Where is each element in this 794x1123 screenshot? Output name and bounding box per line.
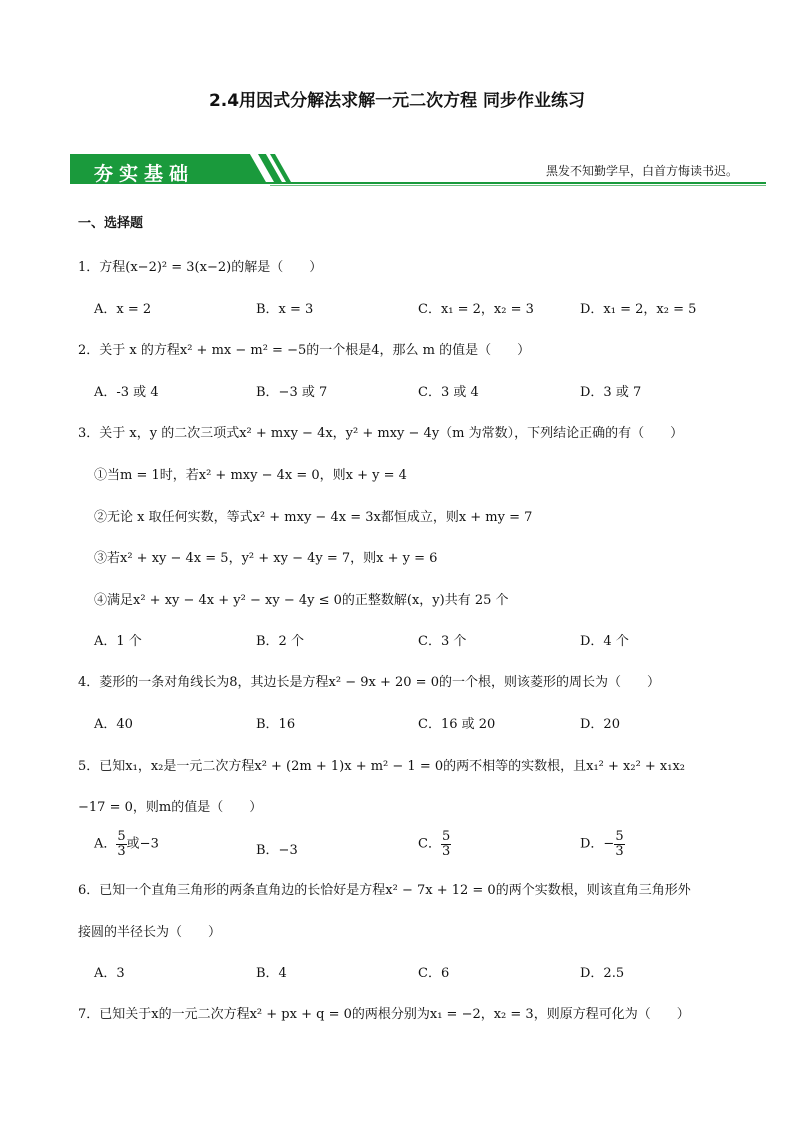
option-b[interactable]: B．4 (256, 966, 287, 981)
question-1-stem: 1．方程(x−2)² = 3(x−2)的解是（ ） (78, 260, 323, 275)
fraction-numerator: 5 (441, 829, 451, 844)
option-b[interactable]: B．2 个 (256, 634, 304, 649)
option-a[interactable] (94, 830, 159, 858)
question-6-stem: 6．已知一个直角三角形的两条直角边的长恰好是方程x² − 7x + 12 = 0的两个实数根，则该直角三角形外 (78, 883, 691, 898)
fraction (441, 830, 451, 858)
motto-text: 黑发不知勤学早，白首方悔读书迟。 (545, 164, 738, 178)
question-5-stem: 5．已知x₁，x₂是一元二次方程x² + (2m + 1)x + m² − 1 = 0的两不相等的实数根，且x₁² + x₂² + x₁x₂ (78, 759, 686, 774)
option-a-tail: 或−3 (126, 836, 159, 852)
option-d[interactable]: D．4 个 (580, 634, 629, 649)
fraction (614, 830, 624, 858)
question-6-stem-continued: 接圆的半径长为（ ） (78, 925, 222, 940)
option-d[interactable] (580, 830, 625, 858)
option-b[interactable]: B．16 (256, 717, 296, 732)
banner-label: 夯实基础 (94, 163, 195, 185)
section-heading: 一、选择题 (78, 216, 144, 231)
option-a[interactable]: A．1 个 (94, 634, 142, 649)
option-d[interactable]: D．x₁ = 2，x₂ = 5 (580, 302, 697, 317)
page-title: 2.4用因式分解法求解一元二次方程 同步作业练习 (208, 91, 586, 111)
question-3-statement-4: ④满足x² + xy − 4x + y² − xy − 4y ≤ 0的正整数解(x，y)共有 25 个 (94, 593, 509, 608)
fraction-denominator: 3 (615, 843, 624, 859)
question-3-stem: 3．关于 x，y 的二次三项式x² + mxy − 4x，y² + mxy − 4y（m 为常数），下列结论正确的有（ ） (78, 426, 684, 441)
option-d[interactable]: D．2.5 (580, 966, 625, 981)
option-a[interactable]: A．-3 或 4 (94, 385, 159, 400)
option-d[interactable]: D．20 (580, 717, 620, 732)
option-a[interactable]: A．40 (94, 717, 133, 732)
question-7-stem: 7．已知关于x的一元二次方程x² + px + q = 0的两根分别为x₁ = −2，x₂ = 3，则原方程可化为（ ） (78, 1007, 690, 1022)
option-c-label: C． (418, 836, 441, 852)
option-b[interactable]: B．−3 或 7 (256, 385, 328, 400)
option-c[interactable]: C．3 个 (418, 634, 467, 649)
fraction-denominator: 3 (117, 843, 126, 859)
question-2-stem: 2．关于 x 的方程x² + mx − m² = −5的一个根是4，那么 m 的值是（ ） (78, 343, 531, 358)
question-5-stem-continued: −17 = 0，则m的值是（ ） (78, 800, 263, 815)
option-c[interactable]: C．6 (418, 966, 450, 981)
fraction-denominator: 3 (441, 843, 451, 859)
option-c[interactable]: C．3 或 4 (418, 385, 479, 400)
option-a[interactable]: A．x = 2 (94, 302, 152, 317)
section-banner (70, 154, 766, 188)
option-c[interactable]: C．16 或 20 (418, 717, 496, 732)
option-c[interactable] (418, 830, 451, 858)
option-b[interactable]: B．−3 (256, 843, 298, 858)
question-3-statement-3: ③若x² + xy − 4x = 5，y² + xy − 4y = 7，则x + y = 6 (94, 551, 438, 566)
option-d-label: D．− (580, 836, 615, 852)
option-d[interactable]: D．3 或 7 (580, 385, 642, 400)
option-b[interactable]: B．x = 3 (256, 302, 314, 317)
fraction (116, 830, 126, 858)
fraction-numerator: 5 (117, 829, 126, 844)
fraction-numerator: 5 (615, 829, 624, 844)
question-3-statement-2: ②无论 x 取任何实数，等式x² + mxy − 4x = 3x都恒成立，则x + my = 7 (94, 510, 533, 525)
question-4-stem: 4．菱形的一条对角线长为8，其边长是方程x² − 9x + 20 = 0的一个根，则该菱形的周长为（ ） (78, 675, 660, 690)
option-a-label: A． (94, 836, 117, 852)
question-3-statement-1: ①当m = 1时，若x² + mxy − 4x = 0，则x + y = 4 (94, 468, 407, 483)
option-a[interactable]: A．3 (94, 966, 125, 981)
option-c[interactable]: C．x₁ = 2，x₂ = 3 (418, 302, 534, 317)
